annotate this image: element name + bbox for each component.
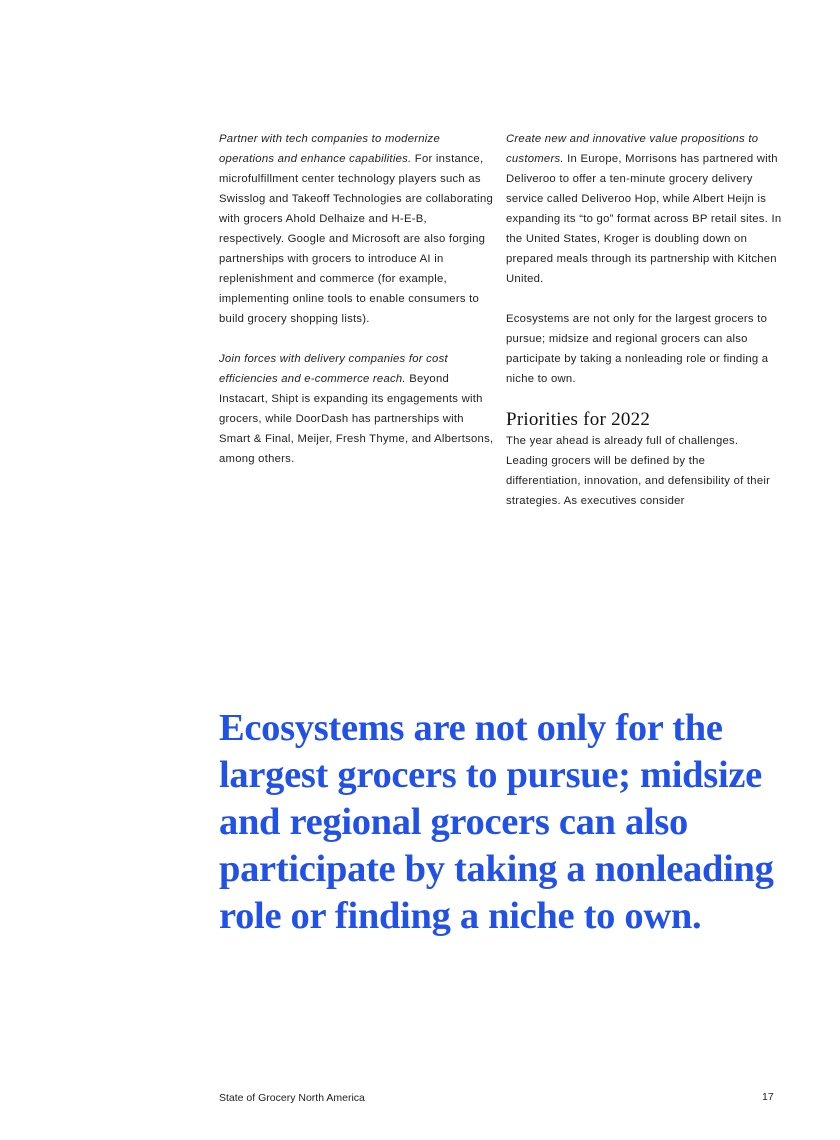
paragraph-body: Beyond Instacart, Shipt is expanding its engagements with grocers, while DoorDash has partnerships with Smart & Final, Meijer, Fresh Thyme, and Albertsons, among others. (219, 373, 494, 465)
pull-quote: Ecosystems are not only for the largest grocers to pursue; midsize and regional grocers can also participate by taking a nonleading role or finding a niche to own. (219, 707, 774, 937)
paragraph-body: For instance, microfulfillment center technology players such as Swisslog and Takeoff Technologies are collaborating with grocers Ahold Delhaize and H-E-B, respectively. Google and Microsoft are also forging partnerships with grocers to introduce AI in replenishment and commerce (for example, implementing online tools to enable consumers to build grocery shopping lists). (219, 153, 494, 325)
paragraph-body: In Europe, Morrisons has partnered with Deliveroo to offer a ten-minute grocery delivery service called Deliveroo Hop, while Albert Heijn is expanding its “to go” format across BP retail sites. In the United States, Kroger is doubling down on prepared meals through its partnership with Kitchen United. (506, 153, 782, 285)
section-heading: Priorities for 2022 (506, 409, 651, 430)
page-number: 17 (762, 1091, 774, 1103)
left-paragraph-2 (219, 349, 494, 469)
footer-title: State of Grocery North America (219, 1092, 365, 1104)
right-paragraph-2: Ecosystems are not only for the largest grocers to pursue; midsize and regional grocers can also participate by taking a nonleading role or finding a niche to own. (506, 313, 769, 385)
right-column (506, 129, 782, 531)
paragraph-lead: Partner with tech companies to modernize operations and enhance capabilities. (219, 133, 440, 165)
right-paragraph-3: The year ahead is already full of challenges. Leading grocers will be defined by the differentiation, innovation, and defensibility of their strategies. As executives consider (506, 435, 771, 507)
left-column (219, 129, 494, 489)
right-paragraph-1 (506, 129, 782, 289)
paragraph-lead: Create new and innovative value propositions to customers. (506, 133, 759, 165)
left-paragraph-1 (219, 129, 494, 329)
paragraph-lead: Join forces with delivery companies for cost efficiencies and e-commerce reach. (219, 353, 448, 385)
